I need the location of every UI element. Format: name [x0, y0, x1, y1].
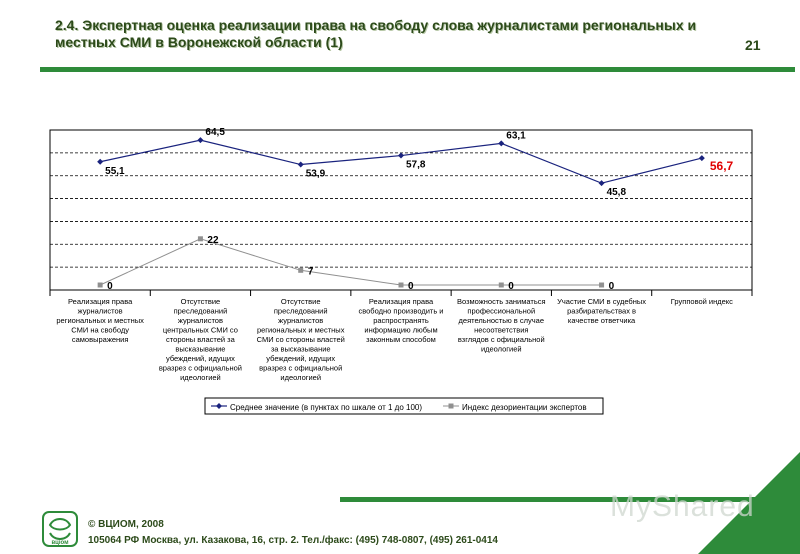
average-data-label: 45,8	[606, 187, 627, 199]
address: 105064 РФ Москва, ул. Казакова, 16, стр. 2. Тел./факс: (495) 748-0807, (495) 261-0414	[88, 535, 498, 546]
disorientation-data-label: 0	[408, 281, 414, 292]
average-data-label: 55,1	[105, 165, 125, 177]
disorientation-data-label: 0	[508, 281, 514, 292]
disorientation-data-label: 22	[207, 234, 219, 246]
page-number: 21	[745, 37, 761, 53]
disorientation-point	[98, 283, 103, 288]
disorientation-point	[599, 283, 604, 288]
average-point	[398, 153, 404, 159]
slide-title: 2.4. Экспертная оценка реализации права на свободу слова журналистами региональных и местных СМИ в Воронежской области (1)	[55, 17, 697, 50]
average-point	[197, 137, 203, 143]
disorientation-point	[198, 236, 203, 241]
disorientation-point	[399, 283, 404, 288]
watermark: MyShared	[610, 490, 755, 523]
legend-marker-disorientation	[449, 404, 454, 409]
copyright: © ВЦИОМ, 2008	[88, 519, 164, 530]
average-point	[97, 159, 103, 165]
disorientation-point	[298, 268, 303, 273]
average-point	[498, 140, 504, 146]
series-line-disorientation	[100, 239, 601, 285]
category-label: Отсутствие преследований журналистов центральных СМИ со стороны властей за высказывание убеждений, идущих вразрез с официальной идеологией	[158, 297, 243, 382]
svg-text:вцiом: вцiом	[51, 540, 69, 546]
category-label: Участие СМИ в судебных разбирательствах в качестве ответчика	[557, 297, 647, 325]
vciom-logo	[42, 511, 78, 547]
average-data-label: 63,1	[506, 130, 526, 142]
legend-label-disorientation: Индекс дезориентации экспертов	[462, 403, 587, 412]
disorientation-point	[499, 283, 504, 288]
average-data-label: 64,5	[205, 127, 225, 139]
category-label: Отсутствие преследований журналистов региональных и местных СМИ со стороны властей за высказывание убеждений, идущих вразрез с официальной идеологией	[256, 297, 345, 382]
average-point	[699, 155, 705, 161]
average-data-label: 57,8	[406, 159, 426, 171]
average-point	[599, 180, 605, 186]
average-data-label: 56,7	[709, 159, 734, 174]
average-data-label: 53,9	[305, 168, 326, 180]
disorientation-data-label: 0	[608, 281, 615, 292]
legend-label-average: Среднее значение (в пунктах по шкале от 1 до 100)	[230, 403, 423, 412]
category-label: Возможность заниматься профессиональной деятельностью в случае несоответствия взглядов с официальной идеологией	[457, 297, 546, 354]
disorientation-data-label: 0	[107, 281, 113, 292]
disorientation-data-label: 7	[307, 266, 314, 278]
footer	[88, 517, 498, 549]
category-label: Групповой индекс	[670, 297, 733, 306]
category-label: Реализация права журналистов региональных и местных СМИ на свободу самовыражения	[56, 297, 144, 344]
series-line-average	[100, 140, 702, 183]
average-point	[298, 162, 304, 168]
category-label: Реализация права свободно производить и распространять информацию любым законным способом	[358, 297, 444, 344]
